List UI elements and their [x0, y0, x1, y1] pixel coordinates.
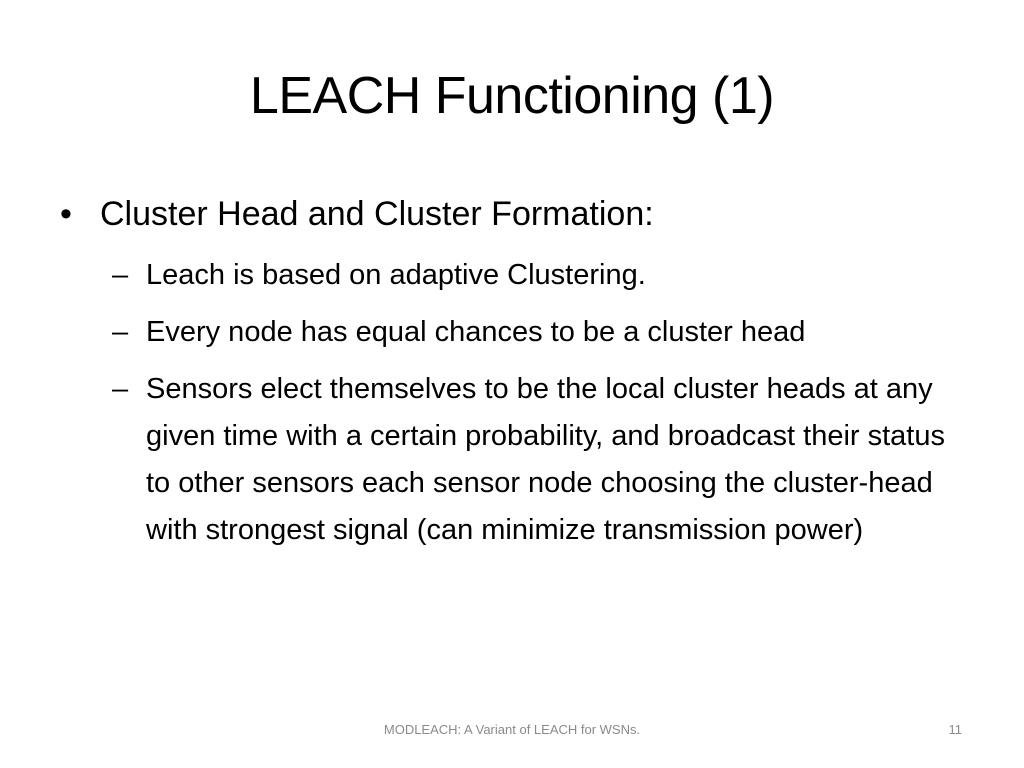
dash-marker: – [112, 259, 129, 291]
sub-bullet-item [112, 366, 972, 554]
sub-bullet-list [112, 252, 972, 564]
dash-marker: – [112, 316, 129, 348]
page-number: 11 [948, 722, 962, 737]
bullet-marker: • [60, 195, 72, 233]
slide-title: LEACH Functioning (1) [249, 67, 775, 125]
sub-bullet-item [112, 309, 972, 356]
sub-bullet-text: Sensors elect themselves to be the local cluster heads at any given time with a certain probability, and broadcast their status to other sensors each sensor node choosing the cluster-head with strongest signal (can minimize transmission power) [146, 373, 945, 546]
footer-text: MODLEACH: A Variant of LEACH for WSNs. [383, 722, 641, 737]
sub-bullet-text: Every node has equal chances to be a cluster head [146, 316, 806, 348]
sub-bullet-text: Leach is based on adaptive Clustering. [146, 259, 646, 291]
dash-marker: – [112, 373, 129, 405]
sub-bullet-item [112, 252, 972, 299]
bullet-item [60, 192, 654, 236]
bullet-text: Cluster Head and Cluster Formation: [100, 195, 654, 233]
